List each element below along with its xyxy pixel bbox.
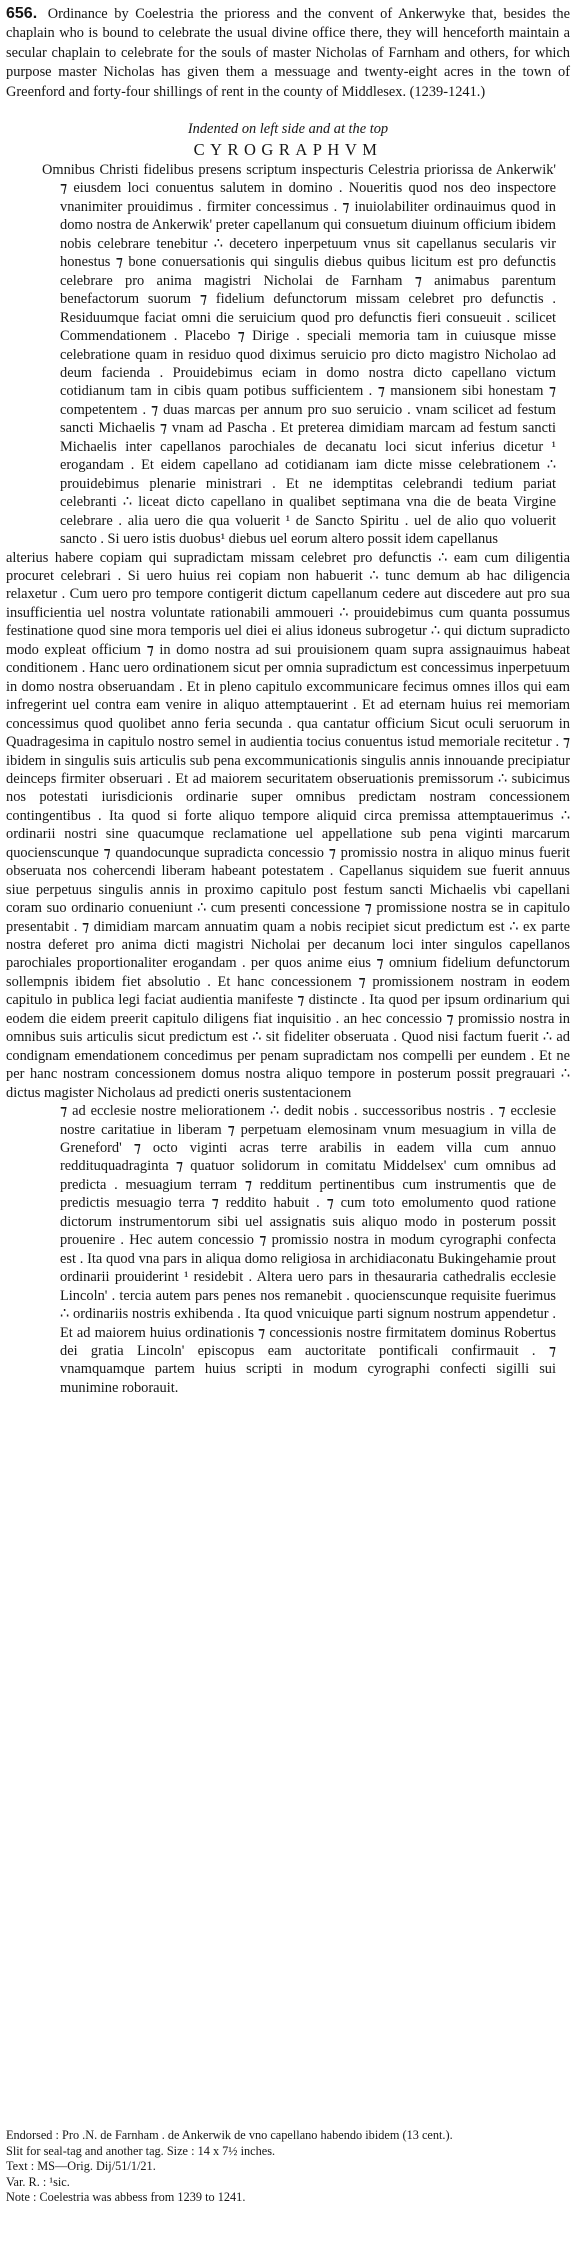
note-slit-size: Slit for seal-tag and another tag. Size : 14 x 7½ inches. bbox=[6, 2143, 276, 2158]
charter-paragraph-2: alterius habere copiam qui supradictam missam celebret pro defunctis ∴ eam cum diligentia procuret celebrari . Si uero huius rei copiam non habuerit ∴ tunc demum ab hac diligencia relaxetur . Cum uero pro tempore contigerit dictum capellanum cedere aut discedere aut pro sua insufficientia uel nostra voluntate rationabili ammoueri ∴ prouidebimus cum quanta possumus festinatione quod sine mora temporis uel diei ei alius idoneus subrogetur ∴ qui dictum supradicto modo expleat officium ⁊ in domo nostra ad sui prouisionem quam supra assignauimus habeat conditionem . Hanc uero ordinationem sicut per omnia supradictum est concessimus inperpetuum in domo nostra obseruandam . Et in pleno capitulo excommunicare fecimus omnes illos qui eam infregerint uel contra eam venire in aliquo attemptauerint . Et ad eternam huius rei memoriam concessimus quod quolibet anno feria secunda . qua cantatur officium Sicut oculi seruorum in Quadragesima in capitulo nostro semel in audientia tocius conuentus istud memoriale recitetur . ⁊ ibidem in singulis suis articulis sub pena excommunicationis singulis annis innouande precipiatur deinceps firmiter obseruari . Et ad maiorem securitatem obseruationis premissorum ∴ subicimus nos potestati iurisdicionis ordinarie super omnibus predictam nostram concessionem contingentibus . Ita quod si forte aliquo tempore aliquid circa premissa attemptauerimus ∴ ordinarii nostri sine quacumque reclamatione uel appellatione sub pena viginti marcarum quocienscunque ⁊ quandocunque supradicta concessio ⁊ promissio nostra in aliquo minus fuerit obseruata nos cohercendi liberam habeant potestatem . Capellanus siquidem sue fuerit annuus siue perpetuus singulis annis in proximo capitulo post festum sancti Michaelis vbi capellani coram suo ordinario conueniunt ∴ cum presenti concessione ⁊ promissione nostra se in capitulo presentabit . ⁊ dimidiam marcam annuatim quam a nobis recipiet sicut predictum est ∴ ex parte nostra deferet pro anima dicti magistri Nicholai per decanum loci inter singulos capellanos parochiales proportionaliter erogandam . per quos anime eius ⁊ omnium fidelium defunctorum sollempnis ibidem fiet absolutio . Et hanc concessionem ⁊ promissionem nostram in eodem capitulo in publica legi faciat audientia manifeste ⁊ distincte . Ita quod per ipsum ordinarium qui eodem die eidem preerit capitulo diligens fiat inquisitio . an hec concessio ⁊ promissio nostra in omnibus suis articulis sicut predictum est ∴ sit fideliter obseruata . Quod nisi factum fuerit ∴ ad condignam emendationem concedimus per penam supradictam nos compelli per eundem . Et ne per hanc nostram concessionem domus nostra aliquo tempore in posterum possit pregrauari ∴ dictus magister Nicholaus ad predicti oneris sustentacionem bbox=[6, 549, 570, 1101]
charter-paragraph-3: ⁊ ad ecclesie nostre meliorationem ∴ dedit nobis . successoribus nostris . ⁊ ecclesie nostre caritatiue in liberam ⁊ perpetuam elemosinam vnum mesuagium in villa de Greneford' ⁊ octo viginti acras terre arabilis in eadem villa cum annuo reddituquadraginta ⁊ quatuor solidorum in comitatu Middelsex' cum omnibus ad predicta . mesuagium terram ⁊ redditum pertinentibus cum instrumentis que de predictis mesuagio terra ⁊ reddito habuit . ⁊ cum toto emolumento quod ratione dictorum instrumentorum sibi uel assignatis suis aliquo modo in posterum possit prouenire . Hec autem concessio ⁊ promissio nostra in modum cyrographi confecta est . Ita quod vna pars in aliqua domo religiosa in archidiaconatu Bukingehamie prout ordinarii prouiderint ¹ residebit . Altera uero pars in thesauraria cathedralis ecclesie Lincoln' . tercia autem pars penes nos remanebit . quocienscunque requisite fuerimus ∴ ordinariis nostris exhibenda . Ita quod vnicuique parti signum nostrum appendetur . Et ad maiorem huius ordinationis ⁊ concessionis nostre firmitatem dominus Robertus dei gratia Lincoln' episcopus eam auctoritate pontificali confirmauit . ⁊ vnamquamque partem huius scripti in modum cyrographi confecti sigilli sui munimine roborauit. bbox=[60, 1103, 556, 1396]
editorial-notes bbox=[6, 2128, 570, 2206]
charter-paragraph-1: Omnibus Christi fidelibus presens scriptum inspecturis Celestria priorissa de Ankerwik' ⁊ eiusdem loci conuentus salutem in domino . Noueritis quod nos deo inspectore vnanimiter prouidimus . firmiter concessimus . ⁊ inuiolabiliter ordinauimus quod in domo nostra de Ankerwik' preter capellanum qui consuetum diuinum officium ibidem nobis celebrare tenebitur ∴ decetero inperpetuum vnus sit capellanus secularis vir honestus ⁊ bone conuersationis qui singulis diebus quibus licitum est pro defunctis celebrare pro anima magistri Nicholai de Farnham ⁊ animabus parentum benefactorum suorum ⁊ fidelium defunctorum missam celebret pro defunctis . Residuumque faciat omni die seruicium quod pro defunctis fieri consueuit . scilicet Commendationem . Placebo ⁊ Dirige . speciali memoria tam in cuiusque misse celebratione quam in residuo quod diximus seruicio pro dicto magistro Nicholao ad deum facienda . Prouidebimus eciam in domo nostra dicto capellano victum cotidianum tam in cibis quam potibus sufficientem . ⁊ mansionem sibi honestam ⁊ competentem . ⁊ duas marcas per annum pro suo seruicio . vnam scilicet ad festum sancti Michaelis ⁊ vnam ad Pascha . Et preterea dimidiam marcam ad festum sancti Michaelis inter capellanos parochiales de decanatu loci sicut inferius dicetur ¹ erogandam . Et eidem capellano ad cotidianam iam dicte misse celebrationem ∴ prouidebimus plenarie ministrari . Et ne idemptitas celebrandi tedium pariat celebranti ∴ liceat dicto capellano in qualibet septimana vna die de beata Virgine celebrare . alia uero die qua voluerit ¹ de Sancto Spiritu . uel de alio quo voluerit sancto . Si uero istis duobus¹ diebus uel eorum altero possit idem capellanus bbox=[42, 162, 556, 548]
cyrographum-heading: CYROGRAPHVM bbox=[193, 140, 383, 159]
note-coelestria: Note : Coelestria was abbess from 1239 to 1241. bbox=[6, 2190, 246, 2205]
note-variant-reading: Var. R. : ¹sic. bbox=[6, 2174, 70, 2189]
note-text-source: Text : MS—Orig. Dij/51/1/21. bbox=[6, 2159, 156, 2174]
entry-summary: Ordinance by Coelestria the prioress and the convent of Ankerwyke that, besides the chaplain who is bound to celebrate the usual divine office there, they will henceforth maintain a secular chaplain to celebrate for the souls of master Nicholas of Farnham and others, for which purpose master Nicholas has given them a messuage and twenty-eight acres in the town of Greenford and forty-four shillings of rent in the county of Middlesex. (1239-1241.) bbox=[6, 6, 570, 100]
entry-number: 656. bbox=[6, 5, 38, 22]
charter-text bbox=[6, 161, 570, 1397]
note-endorsed: Endorsed : Pro .N. de Farnham . de Ankerwik de vno capellano habendo ibidem (13 cent.). bbox=[6, 2128, 453, 2142]
entry-heading bbox=[6, 4, 570, 102]
indented-note: Indented on left side and at the top bbox=[187, 121, 389, 137]
